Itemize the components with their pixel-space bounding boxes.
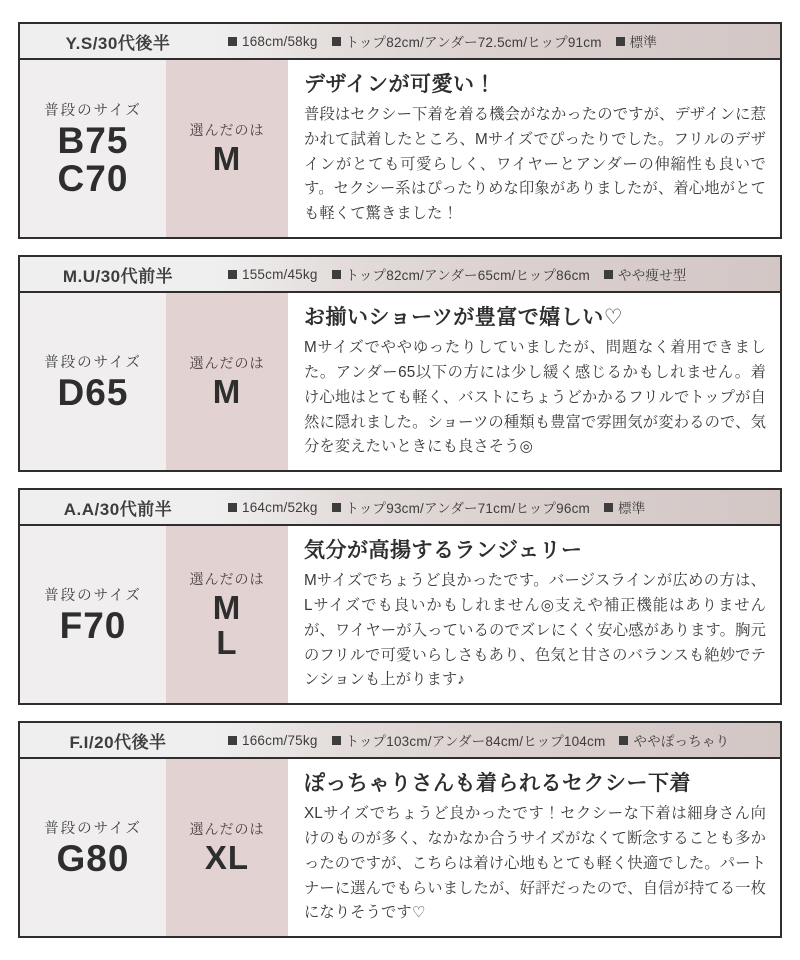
usual-size-value bbox=[60, 607, 127, 645]
chosen-size-value-line1: M bbox=[212, 588, 242, 626]
reviewer-name: F.I/20代後半 bbox=[20, 723, 216, 757]
bullet-square-icon bbox=[604, 270, 613, 279]
bullet-square-icon bbox=[332, 736, 341, 745]
spec-text: 166cm/75kg bbox=[242, 732, 318, 748]
spec-text: 164cm/52kg bbox=[242, 499, 318, 515]
bullet-square-icon bbox=[332, 37, 341, 46]
usual-size-label: 普段のサイズ bbox=[44, 103, 142, 120]
usual-size-block bbox=[20, 526, 166, 703]
usual-size-value-line1: B75 bbox=[57, 120, 129, 162]
spec-text: トップ82cm/アンダー72.5cm/ヒップ91cm bbox=[345, 35, 602, 50]
spec-item bbox=[604, 497, 645, 517]
reviewer-name: Y.S/30代後半 bbox=[20, 24, 216, 58]
review-comment: Mサイズでちょうど良かったです。バージスラインが広めの方は、Lサイズでも良いかもしれません◎支えや補正機能はありませんが、ワイヤーが入っているのでズレにくく安心感があります。胸元のフリルで可愛いらしさもあり、色気と甘さのバランスも絶妙でテンションも上がります♪ bbox=[304, 572, 766, 689]
chosen-size-value: XL bbox=[204, 839, 250, 877]
chosen-size-block bbox=[166, 60, 288, 237]
review-card bbox=[18, 255, 782, 472]
spec-item bbox=[228, 267, 318, 282]
spec-text: 168cm/58kg bbox=[242, 33, 318, 49]
review-card-header bbox=[20, 723, 780, 759]
usual-size-label: 普段のサイズ bbox=[44, 588, 142, 605]
spec-item bbox=[228, 500, 318, 515]
review-card-header bbox=[20, 257, 780, 293]
chosen-size-value: M bbox=[212, 140, 242, 178]
reviewer-specs bbox=[216, 257, 780, 291]
usual-size-block bbox=[20, 759, 166, 936]
review-comment: XLサイズでちょうど良かったです！セクシーな下着は細身さん向けのものが多く、なかなか合うサイズがなくて断念することも多かったのですが、こちらは着け心地もとても軽く快適でした。パートナーに選んでもらいましたが、好評だったので、自信が持てる一枚になりそうです♡ bbox=[304, 805, 766, 922]
review-card-body bbox=[20, 759, 780, 936]
review-comment: Mサイズでややゆったりしていましたが、問題なく着用できました。アンダー65以下の方には少し緩く感じるかもしれません。着け心地はとても軽く、バストにちょうどかかるフリルでトップが自然に隠れました。ショーツの種類も豊富で雰囲気が変わるので、気分を変えたいときにも良さそう◎ bbox=[304, 339, 766, 456]
review-card bbox=[18, 488, 782, 705]
chosen-size-block bbox=[166, 293, 288, 470]
review-card-body bbox=[20, 60, 780, 237]
spec-text: ややぽっちゃり bbox=[633, 734, 730, 750]
review-card-header bbox=[20, 24, 780, 60]
spec-item bbox=[604, 264, 687, 284]
chosen-size-block bbox=[166, 759, 288, 936]
spec-text: トップ82cm/アンダー65cm/ヒップ86cm bbox=[345, 268, 590, 284]
review-title: 気分が高揚するランジェリー bbox=[304, 539, 583, 563]
usual-size-value-line1: F70 bbox=[59, 605, 127, 647]
spec-text: 標準 bbox=[618, 501, 646, 517]
bullet-square-icon bbox=[616, 37, 625, 46]
reviewer-specs bbox=[216, 24, 780, 58]
usual-size-value-line1: D65 bbox=[57, 372, 129, 414]
chosen-size-value: M bbox=[212, 373, 242, 411]
usual-size-label: 普段のサイズ bbox=[44, 821, 142, 838]
chosen-size-value-line2: L bbox=[216, 623, 238, 661]
usual-size-value-line1: G80 bbox=[56, 838, 130, 880]
bullet-square-icon bbox=[619, 736, 628, 745]
bullet-square-icon bbox=[332, 270, 341, 279]
review-text-block bbox=[288, 293, 780, 470]
spec-item bbox=[619, 730, 729, 750]
spec-item bbox=[332, 264, 590, 284]
usual-size-block bbox=[20, 60, 166, 237]
spec-text: 155cm/45kg bbox=[242, 266, 318, 282]
spec-item bbox=[616, 31, 657, 51]
spec-text: トップ93cm/アンダー71cm/ヒップ96cm bbox=[345, 501, 590, 517]
review-card bbox=[18, 721, 782, 938]
reviewer-name: M.U/30代前半 bbox=[20, 257, 216, 291]
spec-item bbox=[228, 733, 318, 748]
review-text-block bbox=[288, 526, 780, 703]
usual-size-value bbox=[58, 374, 129, 412]
spec-text: 標準 bbox=[629, 35, 658, 50]
review-title: お揃いショーツが豊富で嬉しい♡ bbox=[304, 306, 624, 330]
chosen-size-label: 選んだのは bbox=[189, 355, 265, 372]
review-card-header bbox=[20, 490, 780, 526]
reviewer-specs bbox=[216, 723, 780, 757]
bullet-square-icon bbox=[228, 37, 237, 46]
review-comment: 普段はセクシー下着を着る機会がなかったのですが、デザインに惹かれて試着したところ、Mサイズでぴったりでした。フリルのデザインがとても可愛らしく、ワイヤーとアンダーの伸縮性も良いです。セクシー系はぴったりめな印象がありましたが、着心地がとても軽くて驚きました！ bbox=[304, 106, 766, 223]
spec-item bbox=[332, 497, 590, 517]
review-card-body bbox=[20, 526, 780, 703]
review-card-body bbox=[20, 293, 780, 470]
usual-size-value bbox=[57, 840, 130, 878]
usual-size-block bbox=[20, 293, 166, 470]
review-card bbox=[18, 22, 782, 239]
review-text-block bbox=[288, 60, 780, 237]
reviewer-name: A.A/30代前半 bbox=[20, 490, 216, 524]
review-title: ぽっちゃりさんも着られるセクシー下着 bbox=[304, 772, 691, 796]
chosen-size-label: 選んだのは bbox=[189, 821, 265, 838]
review-title: デザインが可愛い！ bbox=[304, 73, 497, 96]
bullet-square-icon bbox=[604, 503, 613, 512]
spec-item bbox=[228, 34, 318, 49]
bullet-square-icon bbox=[228, 270, 237, 279]
spec-text: やや痩せ型 bbox=[618, 268, 687, 284]
bullet-square-icon bbox=[228, 503, 237, 512]
usual-size-value-line2: C70 bbox=[57, 158, 129, 199]
chosen-size-label: 選んだのは bbox=[189, 570, 265, 587]
reviewer-specs bbox=[216, 490, 780, 524]
chosen-size-block bbox=[166, 526, 288, 703]
usual-size-label: 普段のサイズ bbox=[44, 355, 142, 372]
spec-item bbox=[332, 730, 606, 750]
spec-item bbox=[332, 31, 602, 51]
bullet-square-icon bbox=[332, 503, 341, 512]
bullet-square-icon bbox=[228, 736, 237, 745]
review-text-block bbox=[288, 759, 780, 936]
chosen-size-value bbox=[212, 588, 242, 661]
usual-size-value bbox=[58, 122, 129, 197]
chosen-size-label: 選んだのは bbox=[189, 122, 265, 139]
spec-text: トップ103cm/アンダー84cm/ヒップ104cm bbox=[345, 734, 606, 750]
